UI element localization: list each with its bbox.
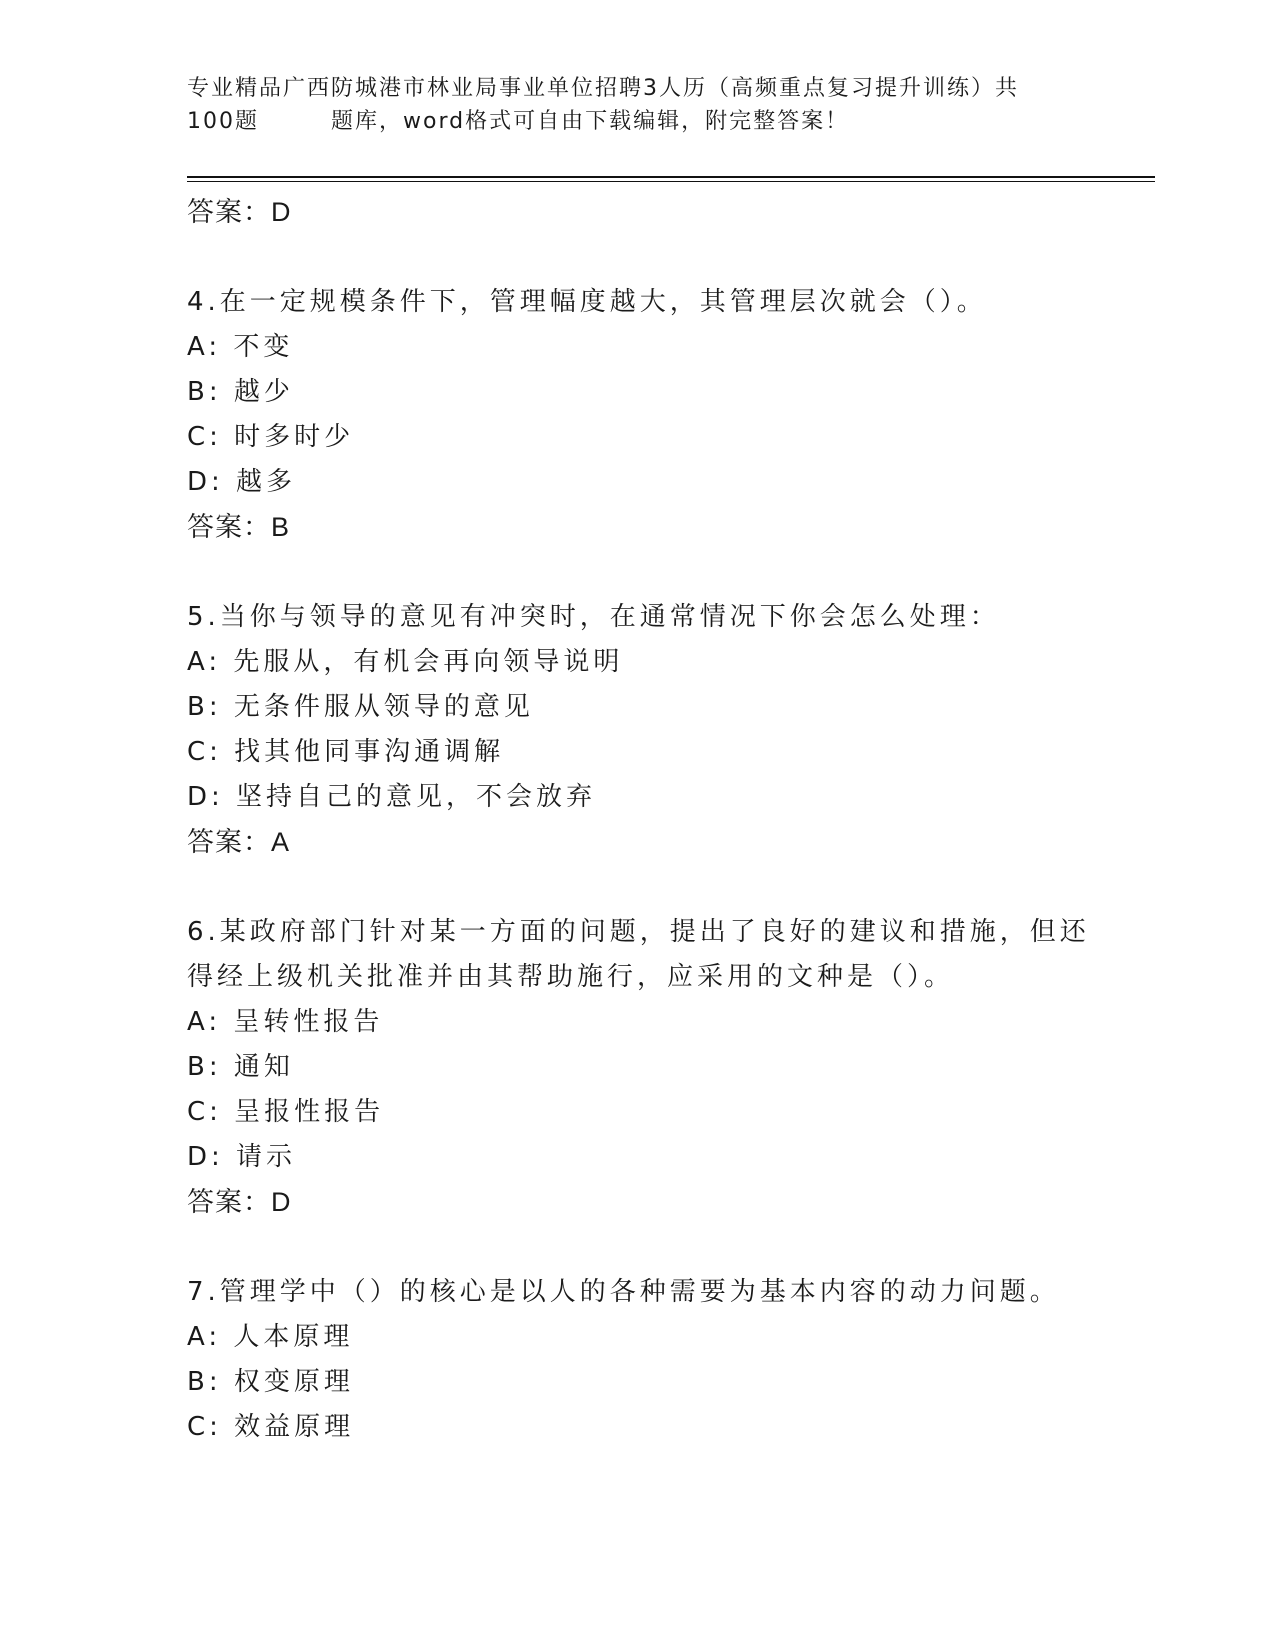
question-4: [187, 280, 1107, 550]
option-d: D: 请示: [187, 1142, 297, 1172]
header-rule-thin: [187, 181, 1155, 182]
option-a: A: 不变: [187, 332, 294, 362]
option-b: B: 越少: [187, 377, 294, 407]
option-c: C: 呈报性报告: [187, 1097, 385, 1127]
header-line-2-right: 题库，word格式可自由下载编辑，附完整答案！: [331, 109, 850, 134]
header-rule-thick: [187, 176, 1155, 178]
option-b: B: 无条件服从领导的意见: [187, 692, 534, 722]
question-title: 7.管理学中（）的核心是以人的各种需要为基本内容的动力问题。: [187, 1277, 1060, 1307]
document-header: [187, 72, 1087, 138]
option-a: A: 人本原理: [187, 1322, 354, 1352]
answer-line: 答案：D: [187, 1187, 292, 1217]
question-5: [187, 595, 1107, 865]
option-c: C: 效益原理: [187, 1412, 355, 1442]
question-7: [187, 1270, 1107, 1450]
question-6: [187, 910, 1107, 1225]
question-title-line-1: 6.某政府部门针对某一方面的问题，提出了良好的建议和措施，但还: [187, 917, 1090, 947]
option-d: D: 越多: [187, 467, 297, 497]
question-title-line-2: 得经上级机关批准并由其帮助施行，应采用的文种是（）。: [187, 962, 955, 992]
option-a: A: 先服从，有机会再向领导说明: [187, 647, 624, 677]
question-list: [187, 190, 1107, 1450]
header-line-2-left: 100题: [187, 109, 259, 134]
answer-line: 答案：A: [187, 827, 291, 857]
option-c: C: 时多时少: [187, 422, 355, 452]
option-d: D: 坚持自己的意见，不会放弃: [187, 782, 597, 812]
answer-line: 答案：D: [187, 197, 292, 227]
answer-line: 答案：B: [187, 512, 291, 542]
option-b: B: 通知: [187, 1052, 294, 1082]
header-line-1: 专业精品广西防城港市林业局事业单位招聘3人历（高频重点复习提升训练）共: [187, 76, 1019, 101]
question-title: 4.在一定规模条件下，管理幅度越大，其管理层次就会（）。: [187, 287, 987, 317]
option-b: B: 权变原理: [187, 1367, 354, 1397]
header-line-2: [187, 105, 1087, 138]
option-c: C: 找其他同事沟通调解: [187, 737, 505, 767]
option-a: A: 呈转性报告: [187, 1007, 384, 1037]
question-title: 5.当你与领导的意见有冲突时，在通常情况下你会怎么处理：: [187, 602, 1000, 632]
